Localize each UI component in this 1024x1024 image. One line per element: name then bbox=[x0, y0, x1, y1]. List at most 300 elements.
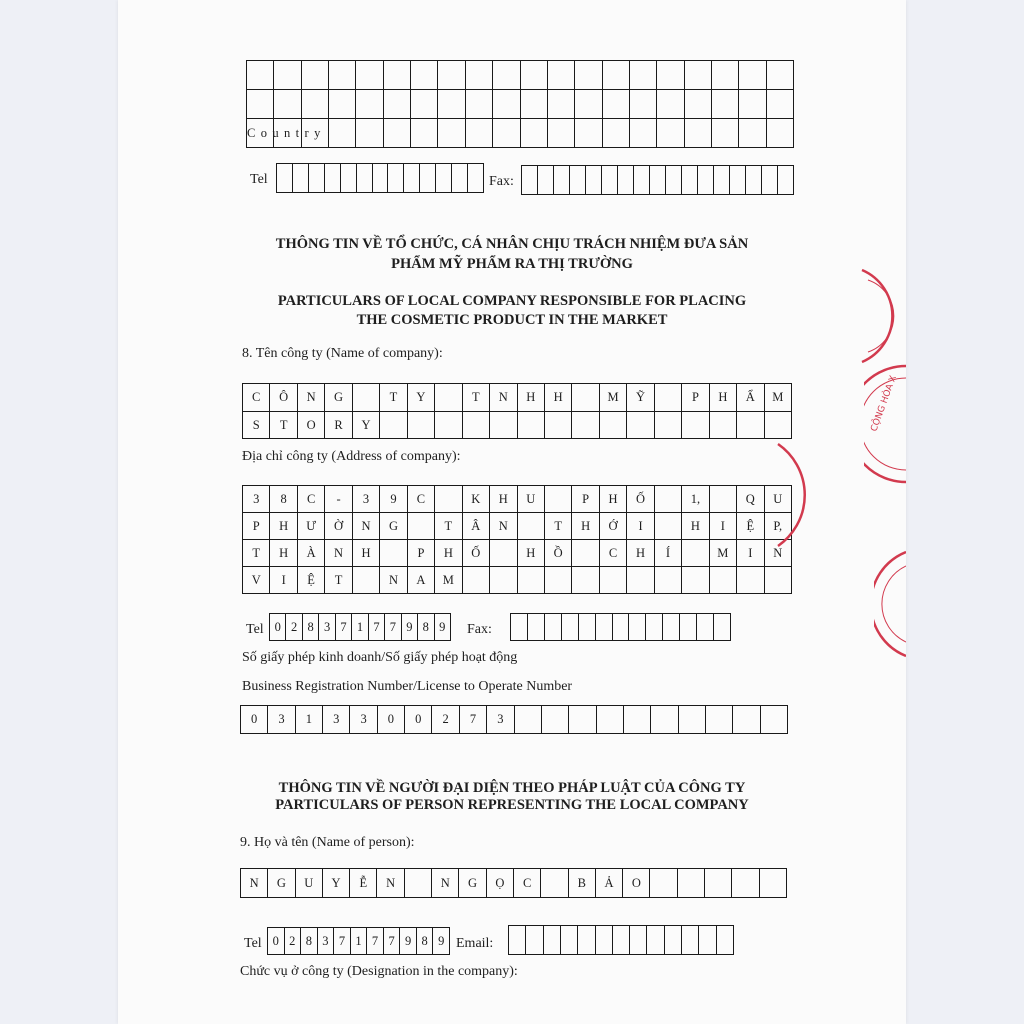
char-box: H bbox=[518, 540, 545, 567]
char-box: N bbox=[490, 384, 517, 412]
char-box bbox=[452, 164, 468, 193]
char-box bbox=[541, 869, 568, 898]
char-box: Ễ bbox=[350, 869, 377, 898]
char-box bbox=[602, 166, 618, 195]
char-box: T bbox=[435, 513, 462, 540]
char-box: H bbox=[600, 486, 627, 513]
address-label: Địa chỉ công ty (Address of company): bbox=[242, 449, 461, 464]
char-box bbox=[569, 706, 596, 734]
char-box bbox=[737, 412, 764, 440]
char-box bbox=[600, 567, 627, 594]
char-box bbox=[373, 164, 389, 193]
char-box: 7 bbox=[460, 706, 487, 734]
local-heading-en-2: THE COSMETIC PRODUCT IN THE MARKET bbox=[356, 312, 668, 328]
char-box bbox=[309, 164, 325, 193]
char-box: N bbox=[490, 513, 517, 540]
char-box bbox=[710, 486, 737, 513]
char-box bbox=[685, 119, 712, 148]
char-box bbox=[579, 614, 596, 641]
char-box bbox=[293, 164, 309, 193]
char-box bbox=[603, 61, 630, 90]
char-box: H bbox=[710, 384, 737, 412]
char-box: - bbox=[325, 486, 352, 513]
char-box bbox=[438, 90, 465, 119]
char-box bbox=[384, 61, 411, 90]
char-box: Í bbox=[655, 540, 682, 567]
char-box: M bbox=[600, 384, 627, 412]
char-box: N bbox=[241, 869, 268, 898]
char-box bbox=[710, 412, 737, 440]
char-box: Ố bbox=[463, 540, 490, 567]
char-box bbox=[618, 166, 634, 195]
char-box bbox=[572, 412, 599, 440]
char-box: À bbox=[298, 540, 325, 567]
char-box bbox=[329, 119, 356, 148]
char-box bbox=[732, 869, 759, 898]
char-box bbox=[538, 166, 554, 195]
char-box: N bbox=[298, 384, 325, 412]
char-box: 1 bbox=[352, 614, 368, 641]
char-box bbox=[685, 90, 712, 119]
tel-grid bbox=[269, 613, 451, 641]
char-box bbox=[353, 384, 380, 412]
country-label: Country bbox=[247, 126, 326, 140]
char-box bbox=[435, 412, 462, 440]
char-box: Ờ bbox=[325, 513, 352, 540]
char-box bbox=[682, 567, 709, 594]
char-box: C bbox=[298, 486, 325, 513]
char-box bbox=[765, 412, 792, 440]
red-stamp-1 bbox=[860, 266, 906, 366]
char-box bbox=[548, 119, 575, 148]
char-box: 8 bbox=[417, 928, 434, 955]
char-box bbox=[739, 119, 766, 148]
char-box bbox=[657, 90, 684, 119]
char-box bbox=[518, 567, 545, 594]
char-box bbox=[655, 384, 682, 412]
char-box: T bbox=[243, 540, 270, 567]
char-box bbox=[613, 926, 630, 955]
address-grid bbox=[242, 485, 792, 594]
char-box: T bbox=[463, 384, 490, 412]
char-box: 1 bbox=[296, 706, 323, 734]
local-heading-vi-2: PHẨM MỸ PHẨM RA THỊ TRƯỜNG bbox=[391, 256, 633, 272]
local-heading-vi-1: THÔNG TIN VỀ TỔ CHỨC, CÁ NHÂN CHỊU TRÁCH NHIỆM ĐƯA SẢN bbox=[275, 236, 749, 252]
char-box: Ố bbox=[627, 486, 654, 513]
char-box: H bbox=[353, 540, 380, 567]
char-box bbox=[767, 119, 794, 148]
char-box bbox=[325, 164, 341, 193]
char-box bbox=[356, 119, 383, 148]
char-box: 3 bbox=[319, 614, 335, 641]
char-box bbox=[493, 61, 520, 90]
char-box bbox=[682, 926, 699, 955]
char-box bbox=[680, 614, 697, 641]
char-box bbox=[761, 706, 788, 734]
char-box bbox=[274, 61, 301, 90]
char-box bbox=[522, 166, 538, 195]
char-box bbox=[603, 90, 630, 119]
char-box: Ư bbox=[298, 513, 325, 540]
char-box bbox=[630, 926, 647, 955]
char-box: A bbox=[408, 567, 435, 594]
char-box: H bbox=[270, 513, 297, 540]
char-box bbox=[511, 614, 528, 641]
license-grid bbox=[240, 705, 788, 734]
char-box: 8 bbox=[301, 928, 318, 955]
char-box bbox=[408, 412, 435, 440]
char-box bbox=[466, 119, 493, 148]
char-box: G bbox=[380, 513, 407, 540]
char-box bbox=[586, 166, 602, 195]
form-page bbox=[118, 0, 906, 1024]
char-box bbox=[682, 166, 698, 195]
char-box: 3 bbox=[487, 706, 514, 734]
char-box bbox=[665, 926, 682, 955]
char-box: T bbox=[270, 412, 297, 440]
char-box bbox=[657, 61, 684, 90]
char-box bbox=[490, 412, 517, 440]
char-box bbox=[655, 486, 682, 513]
char-box: 3 bbox=[318, 928, 335, 955]
char-box: B bbox=[569, 869, 596, 898]
char-box bbox=[463, 567, 490, 594]
char-box: 3 bbox=[243, 486, 270, 513]
char-box: 7 bbox=[385, 614, 401, 641]
char-box bbox=[657, 119, 684, 148]
char-box: Ô bbox=[270, 384, 297, 412]
char-box bbox=[353, 567, 380, 594]
char-box bbox=[733, 706, 760, 734]
char-box bbox=[685, 61, 712, 90]
char-box bbox=[521, 61, 548, 90]
char-box: 7 bbox=[334, 928, 351, 955]
char-box: Y bbox=[323, 869, 350, 898]
char-box: H bbox=[490, 486, 517, 513]
char-box bbox=[554, 166, 570, 195]
char-box bbox=[384, 90, 411, 119]
char-box bbox=[597, 706, 624, 734]
char-box bbox=[302, 61, 329, 90]
char-box: O bbox=[623, 869, 650, 898]
char-box bbox=[545, 412, 572, 440]
char-box: 0 bbox=[405, 706, 432, 734]
char-box bbox=[548, 61, 575, 90]
char-box: V bbox=[243, 567, 270, 594]
char-box bbox=[463, 412, 490, 440]
char-box bbox=[699, 926, 716, 955]
char-box bbox=[562, 614, 579, 641]
char-box bbox=[627, 567, 654, 594]
char-box bbox=[388, 164, 404, 193]
char-box bbox=[714, 614, 731, 641]
char-box bbox=[405, 869, 432, 898]
char-box: U bbox=[518, 486, 545, 513]
char-box: C bbox=[514, 869, 541, 898]
char-box bbox=[712, 61, 739, 90]
char-box bbox=[647, 926, 664, 955]
char-box bbox=[490, 540, 517, 567]
char-box bbox=[247, 61, 274, 90]
tel-label: Tel bbox=[246, 622, 264, 637]
char-box bbox=[490, 567, 517, 594]
tel-label-top: Tel bbox=[250, 172, 268, 187]
char-box bbox=[767, 61, 794, 90]
char-box: 3 bbox=[353, 486, 380, 513]
char-box bbox=[509, 926, 526, 955]
char-box bbox=[739, 90, 766, 119]
char-box bbox=[420, 164, 436, 193]
char-box bbox=[663, 614, 680, 641]
char-box: Ả bbox=[596, 869, 623, 898]
char-box bbox=[650, 166, 666, 195]
email-grid bbox=[508, 925, 734, 955]
char-box bbox=[697, 614, 714, 641]
char-box bbox=[710, 567, 737, 594]
char-box: N bbox=[432, 869, 459, 898]
char-box: 0 bbox=[378, 706, 405, 734]
char-box: 3 bbox=[350, 706, 377, 734]
char-box: C bbox=[600, 540, 627, 567]
char-box: M bbox=[765, 384, 792, 412]
fax-label: Fax: bbox=[467, 622, 492, 637]
char-box: 9 bbox=[435, 614, 451, 641]
char-box: 8 bbox=[270, 486, 297, 513]
char-box: Y bbox=[408, 384, 435, 412]
char-box: 1, bbox=[682, 486, 709, 513]
char-box: S bbox=[243, 412, 270, 440]
char-box: P, bbox=[765, 513, 792, 540]
red-stamp-2 bbox=[864, 362, 906, 486]
char-box: 8 bbox=[303, 614, 319, 641]
person-name-label: 9. Họ và tên (Name of person): bbox=[240, 835, 415, 850]
char-box: C bbox=[408, 486, 435, 513]
red-stamp-4 bbox=[874, 548, 906, 660]
char-box bbox=[526, 926, 543, 955]
char-box bbox=[650, 869, 677, 898]
char-box bbox=[627, 412, 654, 440]
char-box: H bbox=[518, 384, 545, 412]
char-box: H bbox=[627, 540, 654, 567]
char-box bbox=[739, 61, 766, 90]
char-box bbox=[600, 412, 627, 440]
person-name-grid bbox=[240, 868, 787, 898]
char-box: Ớ bbox=[600, 513, 627, 540]
fax-grid bbox=[510, 613, 731, 641]
char-box bbox=[767, 90, 794, 119]
char-box: M bbox=[710, 540, 737, 567]
address-top-grid bbox=[246, 60, 794, 148]
char-box: H bbox=[270, 540, 297, 567]
char-box bbox=[717, 926, 734, 955]
char-box: 7 bbox=[367, 928, 384, 955]
tel-top-grid bbox=[276, 163, 484, 193]
char-box bbox=[705, 869, 732, 898]
char-box: 2 bbox=[285, 928, 302, 955]
char-box: 3 bbox=[268, 706, 295, 734]
char-box: I bbox=[627, 513, 654, 540]
char-box: G bbox=[325, 384, 352, 412]
char-box bbox=[575, 119, 602, 148]
char-box bbox=[274, 90, 301, 119]
char-box bbox=[651, 706, 678, 734]
char-box bbox=[679, 706, 706, 734]
char-box bbox=[515, 706, 542, 734]
char-box: P bbox=[408, 540, 435, 567]
char-box bbox=[778, 166, 794, 195]
company-name-grid bbox=[242, 383, 792, 439]
char-box bbox=[572, 567, 599, 594]
char-box: P bbox=[682, 384, 709, 412]
rep-heading-en: PARTICULARS OF PERSON REPRESENTING THE LOCAL COMPANY bbox=[275, 797, 749, 813]
char-box: H bbox=[682, 513, 709, 540]
char-box bbox=[575, 61, 602, 90]
char-box bbox=[578, 926, 595, 955]
char-box bbox=[356, 61, 383, 90]
char-box bbox=[630, 119, 657, 148]
char-box bbox=[435, 384, 462, 412]
char-box bbox=[528, 614, 545, 641]
char-box bbox=[714, 166, 730, 195]
char-box bbox=[630, 61, 657, 90]
char-box bbox=[561, 926, 578, 955]
char-box bbox=[646, 614, 663, 641]
char-box bbox=[655, 567, 682, 594]
char-box: 9 bbox=[380, 486, 407, 513]
char-box: Â bbox=[463, 513, 490, 540]
char-box bbox=[712, 119, 739, 148]
char-box: O bbox=[298, 412, 325, 440]
char-box: 9 bbox=[402, 614, 418, 641]
fax-label-top: Fax: bbox=[489, 174, 514, 189]
char-box bbox=[466, 90, 493, 119]
char-box bbox=[380, 540, 407, 567]
char-box: Ệ bbox=[298, 567, 325, 594]
char-box bbox=[572, 384, 599, 412]
char-box bbox=[666, 166, 682, 195]
char-box: U bbox=[765, 486, 792, 513]
local-heading-en-1: PARTICULARS OF LOCAL COMPANY RESPONSIBLE FOR PLACING bbox=[277, 293, 747, 309]
char-box bbox=[706, 706, 733, 734]
char-box: Ẩ bbox=[737, 384, 764, 412]
char-box bbox=[518, 412, 545, 440]
char-box bbox=[613, 614, 630, 641]
char-box bbox=[544, 926, 561, 955]
char-box bbox=[521, 90, 548, 119]
char-box bbox=[682, 540, 709, 567]
char-box bbox=[698, 166, 714, 195]
char-box: 1 bbox=[351, 928, 368, 955]
rep-tel-label: Tel bbox=[244, 936, 262, 951]
char-box bbox=[247, 90, 274, 119]
char-box: 7 bbox=[384, 928, 401, 955]
char-box bbox=[624, 706, 651, 734]
char-box: Y bbox=[353, 412, 380, 440]
char-box bbox=[603, 119, 630, 148]
rep-tel-grid bbox=[267, 927, 450, 955]
char-box bbox=[629, 614, 646, 641]
char-box: I bbox=[270, 567, 297, 594]
char-box: 3 bbox=[323, 706, 350, 734]
char-box bbox=[634, 166, 650, 195]
char-box: G bbox=[459, 869, 486, 898]
char-box bbox=[468, 164, 484, 193]
char-box bbox=[730, 166, 746, 195]
char-box bbox=[572, 540, 599, 567]
char-box: Ỹ bbox=[627, 384, 654, 412]
char-box: N bbox=[325, 540, 352, 567]
char-box: R bbox=[325, 412, 352, 440]
char-box: M bbox=[435, 567, 462, 594]
char-box bbox=[765, 567, 792, 594]
char-box: N bbox=[380, 567, 407, 594]
red-stamp-3 bbox=[776, 440, 806, 550]
char-box bbox=[655, 412, 682, 440]
license-label-vi: Số giấy phép kinh doanh/Số giấy phép hoạt động bbox=[242, 650, 518, 665]
char-box bbox=[384, 119, 411, 148]
char-box bbox=[521, 119, 548, 148]
char-box bbox=[411, 90, 438, 119]
char-box: I bbox=[710, 513, 737, 540]
char-box: Ọ bbox=[487, 869, 514, 898]
char-box bbox=[545, 567, 572, 594]
char-box bbox=[329, 90, 356, 119]
char-box bbox=[411, 119, 438, 148]
char-box: T bbox=[380, 384, 407, 412]
char-box bbox=[655, 513, 682, 540]
char-box: U bbox=[296, 869, 323, 898]
char-box: T bbox=[325, 567, 352, 594]
char-box bbox=[277, 164, 293, 193]
char-box: N bbox=[765, 540, 792, 567]
char-box: 0 bbox=[270, 614, 286, 641]
char-box: N bbox=[377, 869, 404, 898]
stamp-text: CỘNG HÒA X bbox=[869, 374, 899, 434]
char-box bbox=[356, 90, 383, 119]
char-box bbox=[438, 61, 465, 90]
char-box: Ồ bbox=[545, 540, 572, 567]
char-box: 8 bbox=[418, 614, 434, 641]
char-box bbox=[712, 90, 739, 119]
char-box bbox=[762, 166, 778, 195]
char-box: P bbox=[243, 513, 270, 540]
char-box: 0 bbox=[268, 928, 285, 955]
char-box: C bbox=[243, 384, 270, 412]
char-box: Ệ bbox=[737, 513, 764, 540]
char-box bbox=[542, 706, 569, 734]
char-box bbox=[329, 61, 356, 90]
char-box bbox=[435, 486, 462, 513]
char-box bbox=[302, 90, 329, 119]
char-box bbox=[438, 119, 465, 148]
char-box bbox=[575, 90, 602, 119]
char-box: 2 bbox=[432, 706, 459, 734]
char-box: P bbox=[572, 486, 599, 513]
char-box: G bbox=[268, 869, 295, 898]
char-box: T bbox=[545, 513, 572, 540]
char-box: 2 bbox=[286, 614, 302, 641]
char-box: H bbox=[572, 513, 599, 540]
email-label: Email: bbox=[456, 936, 494, 951]
char-box bbox=[518, 513, 545, 540]
char-box bbox=[436, 164, 452, 193]
char-box bbox=[630, 90, 657, 119]
company-name-label: 8. Tên công ty (Name of company): bbox=[242, 346, 443, 361]
char-box bbox=[357, 164, 373, 193]
char-box bbox=[545, 614, 562, 641]
char-box bbox=[341, 164, 357, 193]
char-box: N bbox=[353, 513, 380, 540]
